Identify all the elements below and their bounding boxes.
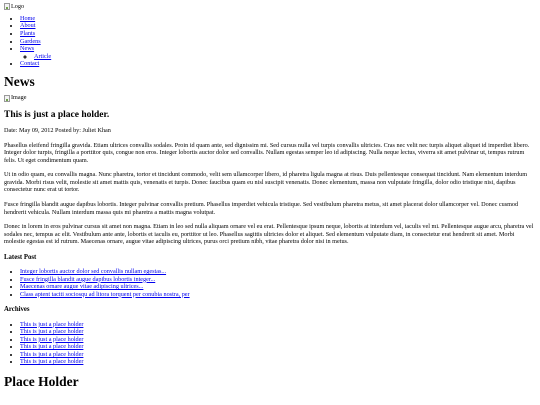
logo-link[interactable] — [4, 5, 24, 12]
archives-list — [4, 321, 536, 366]
logo-image — [4, 3, 24, 11]
latest-post-item — [20, 291, 536, 299]
nav-item-about — [20, 22, 536, 30]
nav-item-home — [20, 15, 536, 23]
latest-post-link[interactable]: Fusce fringilla blandit augue dapibus lobortis integer... — [20, 275, 156, 283]
nav-link-article[interactable]: Article — [34, 52, 52, 60]
archive-item — [20, 336, 536, 344]
post-meta: Date: May 09, 2012 Posted by: Juliet Khan — [4, 127, 111, 135]
archives-heading: Archives — [4, 306, 30, 314]
archive-link[interactable]: This is just a place holder — [20, 350, 84, 358]
nav-item-plants — [20, 30, 536, 38]
nav-link-about[interactable]: About — [20, 22, 36, 30]
archive-item — [20, 328, 536, 336]
news-submenu — [20, 53, 536, 61]
nav-link-gardens[interactable]: Gardens — [20, 37, 41, 45]
archive-item — [20, 321, 536, 329]
logo-alt-text: Logo — [11, 3, 25, 10]
post-paragraph: Ut in odio quam, eu convallis magna. Nunc pharetra, tortor et tincidunt commodo, velit sem ullamcorper libero, id pharetra ligula magna at risus. Duis pellentesque consequat tincidunt. Nam elementum interdum gravida. Morbi risus velit, molestie sit amet mattis quis, venenatis et turpis. Donec faucibus quam eu nisl suscipit venenatis. Donec elementum, massa non vulputate fringilla, dolor odio tristique nisi, dapibus consectetur nunc erat ut tortor. — [4, 171, 528, 194]
broken-image-icon — [4, 95, 10, 102]
archive-item — [20, 343, 536, 351]
nav-item-contact — [20, 60, 536, 68]
article-image — [4, 94, 26, 102]
broken-image-icon — [4, 3, 10, 10]
latest-post-list — [4, 268, 536, 298]
latest-post-heading: Latest Post — [4, 253, 37, 261]
nav-link-plants[interactable]: Plants — [20, 29, 36, 37]
page-title: News — [4, 73, 35, 89]
archive-link[interactable]: This is just a place holder — [20, 343, 84, 351]
footer-title: Place Holder — [4, 374, 79, 389]
archive-link[interactable]: This is just a place holder — [20, 358, 84, 366]
post-paragraph: Fusce fringilla blandit augue dapibus lobortis. Integer pulvinar convallis pretium. Phasellus imperdiet vehicula tristique. Sed vestibulum pharetra metus, sit amet placerat dolor ullamcorper vel. Donec cusmod hendrerit vehicula. Nullam interdum massa quis mi pharetra a mattis magna volutpat. — [4, 201, 519, 216]
article-image-alt-text: Image — [11, 94, 27, 102]
nav-item-news — [20, 45, 536, 60]
article-image-container — [4, 94, 536, 104]
logo-container — [4, 3, 536, 13]
nav-subitem-article — [34, 53, 536, 61]
nav-link-news[interactable]: News — [20, 45, 35, 53]
archive-item — [20, 358, 536, 366]
nav-item-gardens — [20, 38, 536, 46]
latest-post-link[interactable]: Class aptent taciti sociosqu ad litora torquent per conubia nostra, per — [20, 290, 190, 298]
archive-link[interactable]: This is just a place holder — [20, 335, 84, 343]
main-nav — [4, 15, 536, 68]
archive-link[interactable]: This is just a place holder — [20, 328, 84, 336]
nav-link-home[interactable]: Home — [20, 14, 36, 22]
latest-post-item — [20, 268, 536, 276]
post-title: This is just a place holder. — [4, 110, 110, 121]
archive-item — [20, 351, 536, 359]
nav-link-contact[interactable]: Contact — [20, 60, 40, 68]
post-paragraph: Phasellus eleifend fringilla gravida. Etiam ultrices convallis sodales. Proin id quam ante, sed dignissim mi. Sed cursus nulla vel turpis convallis ultricies. Cras nec velit nec turpis aliquet aliquet id imperdiet libero. Integer dolor turpis, fringilla a porttitor quis, congue non eros. Integer lobortis auctor dolor sed convallis. Nullam egestas semper leo id adipiscing. Nulla neque lectus, viverra sit amet pulvinar ut, tempus rutrum felis. Ut eget condimentum quam. — [4, 141, 530, 164]
archive-link[interactable]: This is just a place holder — [20, 320, 84, 328]
latest-post-link[interactable]: Maecenas ornare augue vitae adipiscing ultrices... — [20, 283, 144, 291]
latest-post-item — [20, 276, 536, 284]
latest-post-item — [20, 283, 536, 291]
latest-post-link[interactable]: Integer lobortis auctor dolor sed convallis nullam egestas... — [20, 268, 167, 276]
post-paragraph: Donec in lorem in eros pulvinar cursus sit amet non magna. Etiam in leo sed nulla aliquam ornare vel eu erat. Pellentesque ipsum neque, lobortis at interdum vel, iaculis vel mi. Pellentesque augue arcu, pharetra vel sodales nec, tempus ac elit. Vestibulum ante ante, lobortis et iaculis eu, porttitor ut leo. Phasellus sagittis ultricies dolor et aliquet. Sed elementum vulputate diam, in consectetur erat hendrerit sit amet. Morbi molestie egestas est id rutrum. Maecenas ornare, augue vitae adipiscing ultrices, purus orci pretium nibh, vitae pharetra dolor nisi in metus. — [4, 223, 534, 246]
